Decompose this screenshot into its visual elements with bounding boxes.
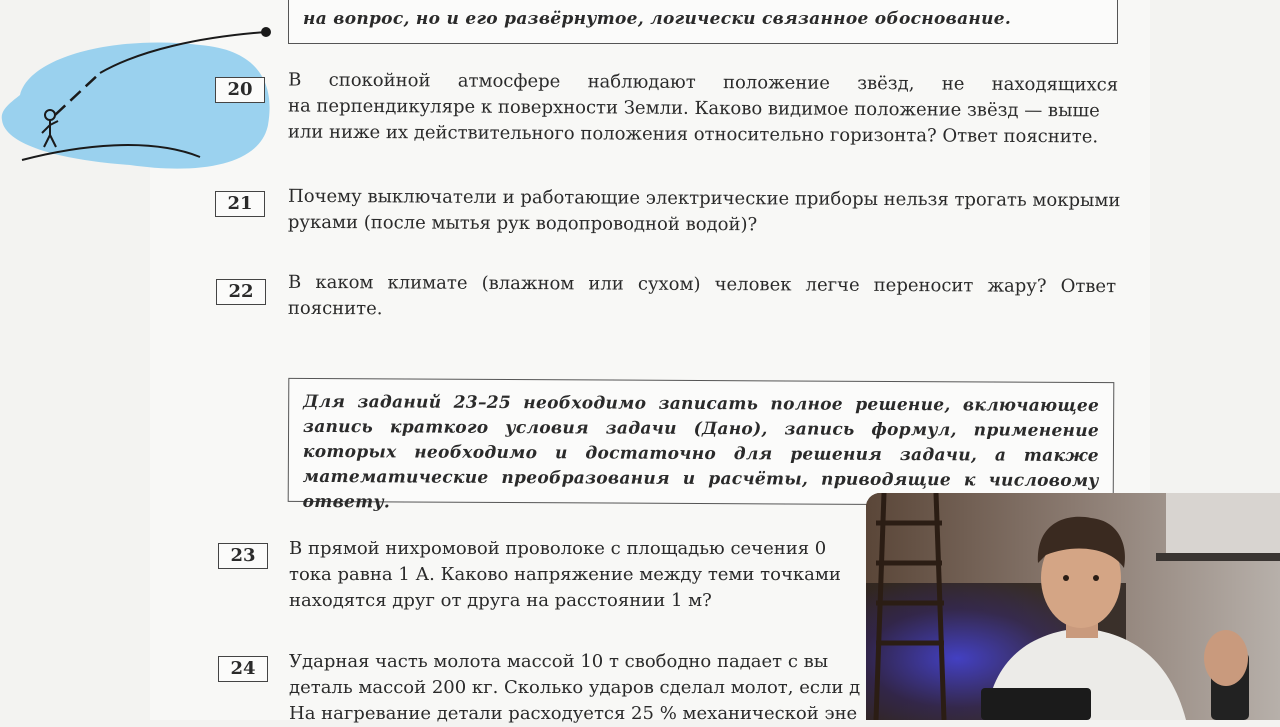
question-22-line-1: В каком климате (влажном или сухом) человек легче переносит жару? Ответ [288,271,1117,298]
question-21-line-2: руками (после мытья рук водопроводной водой)? [287,211,758,236]
highlight-blob [2,42,270,168]
question-20-line-3: или ниже их действительного положения относительно горизонта? Ответ поясните. [287,121,1099,148]
question-number-20: 20 [215,77,265,103]
instruction-box-solutions-text: Для заданий 23–25 необходимо записать полное решение, включающее запись краткого условия задачи (Дано), запись формул, применение которых необходимо и достаточно для решения задачи, а также математические преобразования и расчёты, приводящие к числовому ответу. [302,391,1100,513]
question-number-23: 23 [218,543,268,569]
instruction-box-solutions [288,378,1115,513]
question-23-line-1: В прямой нихромовой проволоке с площадью сечения 0 [289,538,827,559]
question-23-text [289,536,869,614]
question-24-line-2: деталь массой 200 кг. Сколько ударов сделал молот, если д [289,677,861,698]
question-24-line-1: Ударная часть молота массой 10 т свободно падает с вы [289,651,829,672]
presenter-video-image [866,493,1280,720]
question-24-line-3: На нагревание детали расходуется 25 % механической эне [289,703,858,724]
question-number-22: 22 [216,279,266,305]
question-23-line-3: находятся друг от друга на расстоянии 1 м? [289,590,712,611]
question-23-line-2: тока равна 1 А. Каково напряжение между теми точками [289,564,841,585]
question-20-line-1: В спокойной атмосфере наблюдают положение звёзд, не находящихся [288,69,1119,96]
star-point [261,27,271,37]
question-24-text [289,649,869,727]
question-number-24: 24 [218,656,268,682]
instruction-box-top [288,0,1118,44]
question-21-line-1: Почему выключатели и работающие электрические приборы нельзя трогать мокрыми [288,185,1121,212]
question-20-text [288,67,1118,150]
question-22-line-2: поясните. [287,297,383,320]
question-number-21: 21 [215,191,265,217]
instruction-box-top-text: на вопрос, но и его развёрнутое, логически связанное обоснование. [303,9,1012,29]
question-21-text [287,184,1121,240]
presenter-webcam-overlay [866,493,1280,720]
annotation-drawing [0,25,300,185]
question-22-text [288,270,1116,326]
question-20-line-2: на перпендикуляре к поверхности Земли. Каково видимое положение звёзд — выше [287,95,1100,122]
